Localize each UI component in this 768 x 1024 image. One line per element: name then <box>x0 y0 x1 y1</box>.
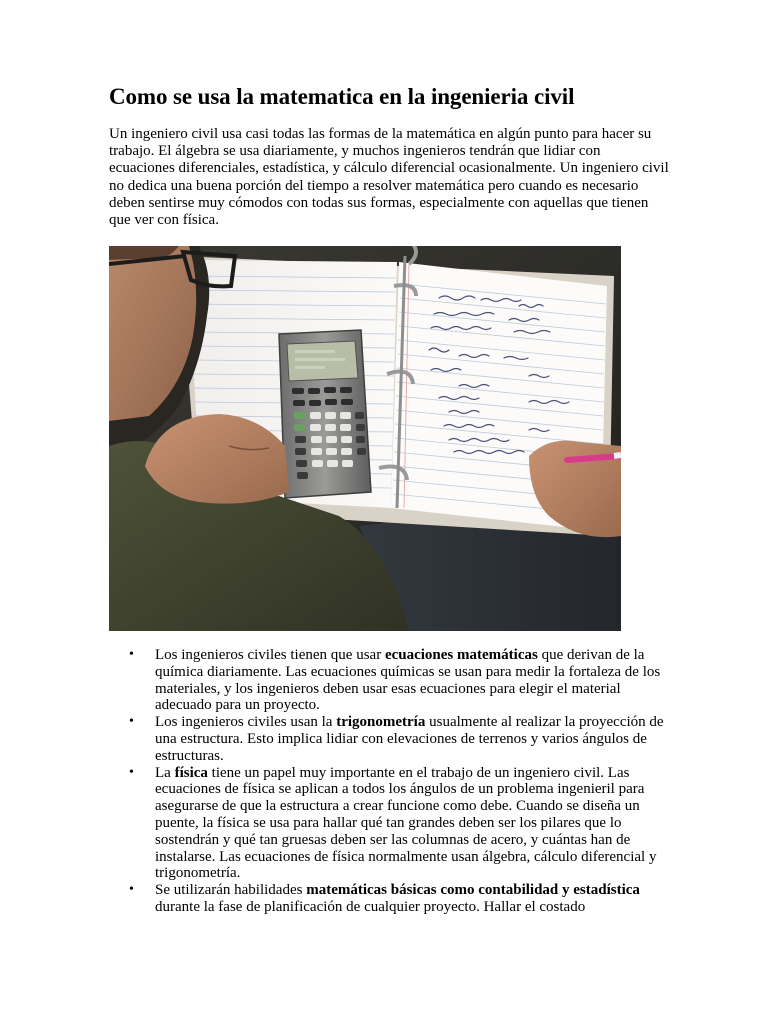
list-item-emphasis: trigonometría <box>336 714 426 731</box>
list-item-text: tiene un papel muy importante en el trabajo de un ingeniero civil. Las ecuaciones de física se aplican a todos los ángulos de un problema ingenieril para asegurarse de que la estructura a crear funcione como debe. Cuando se diseña un puente, la física se usa para hallar qué tan grandes deben ser los pilares que lo sostendrán y qué tan gruesas deben ser las columnas de acero, y cuántas han de instalarse. Las ecuaciones de física normalmente usan álgebra, cálculo diferencial y trigonometría. <box>155 764 657 882</box>
list-item-text: Los ingenieros civiles tienen que usar <box>155 647 385 663</box>
page-title: Como se usa la matematica en la ingenieria civil <box>109 84 575 109</box>
list-item <box>109 882 669 916</box>
list-item-emphasis: física <box>174 764 208 781</box>
key-points-list <box>109 647 669 916</box>
list-item-text: durante la fase de planificación de cualquier proyecto. Hallar el costado <box>155 898 586 915</box>
list-item-emphasis: matemáticas básicas como contabilidad y estadística <box>306 882 640 899</box>
engineer-calculator-photo <box>109 246 621 631</box>
intro-paragraph: Un ingeniero civil usa casi todas las formas de la matemática en algún punto para hacer su trabajo. El álgebra se usa diariamente, y muchos ingenieros tendrán que lidiar con ecuaciones diferenciales, estadística, y cálculo diferencial ocasionalmente. Un ingeniero civil no dedica una buena porción del tiempo a resolver matemática pero cuando es necesario deben sentirse muy cómodos con todas sus formas, especialmente con aquellas que tienen que ver con física. <box>109 126 669 229</box>
list-item-emphasis: ecuaciones matemáticas <box>384 647 538 663</box>
bullet-dot: • <box>129 647 134 662</box>
bullet-dot: • <box>129 764 134 780</box>
bullet-dot: • <box>129 882 134 898</box>
list-item-text: Se utilizarán habilidades <box>155 882 307 899</box>
list-item-text: que derivan de la química diariamente. Las ecuaciones químicas se usan para medir la fortaleza de los materiales, y los ingenieros deben usar esas ecuaciones para elegir el material adecuado para un proyecto. <box>155 647 661 714</box>
list-item-text: Los ingenieros civiles usan la <box>155 714 337 731</box>
list-item-text: usualmente al realizar la proyección de una estructura. Esto implica lidiar con elevaciones de terrenos y varios ángulos de estructuras. <box>155 714 664 764</box>
list-item <box>109 647 669 714</box>
list-item <box>109 765 669 883</box>
list-item <box>109 714 669 764</box>
bullet-dot: • <box>129 714 134 730</box>
list-item-text: La <box>155 764 175 781</box>
